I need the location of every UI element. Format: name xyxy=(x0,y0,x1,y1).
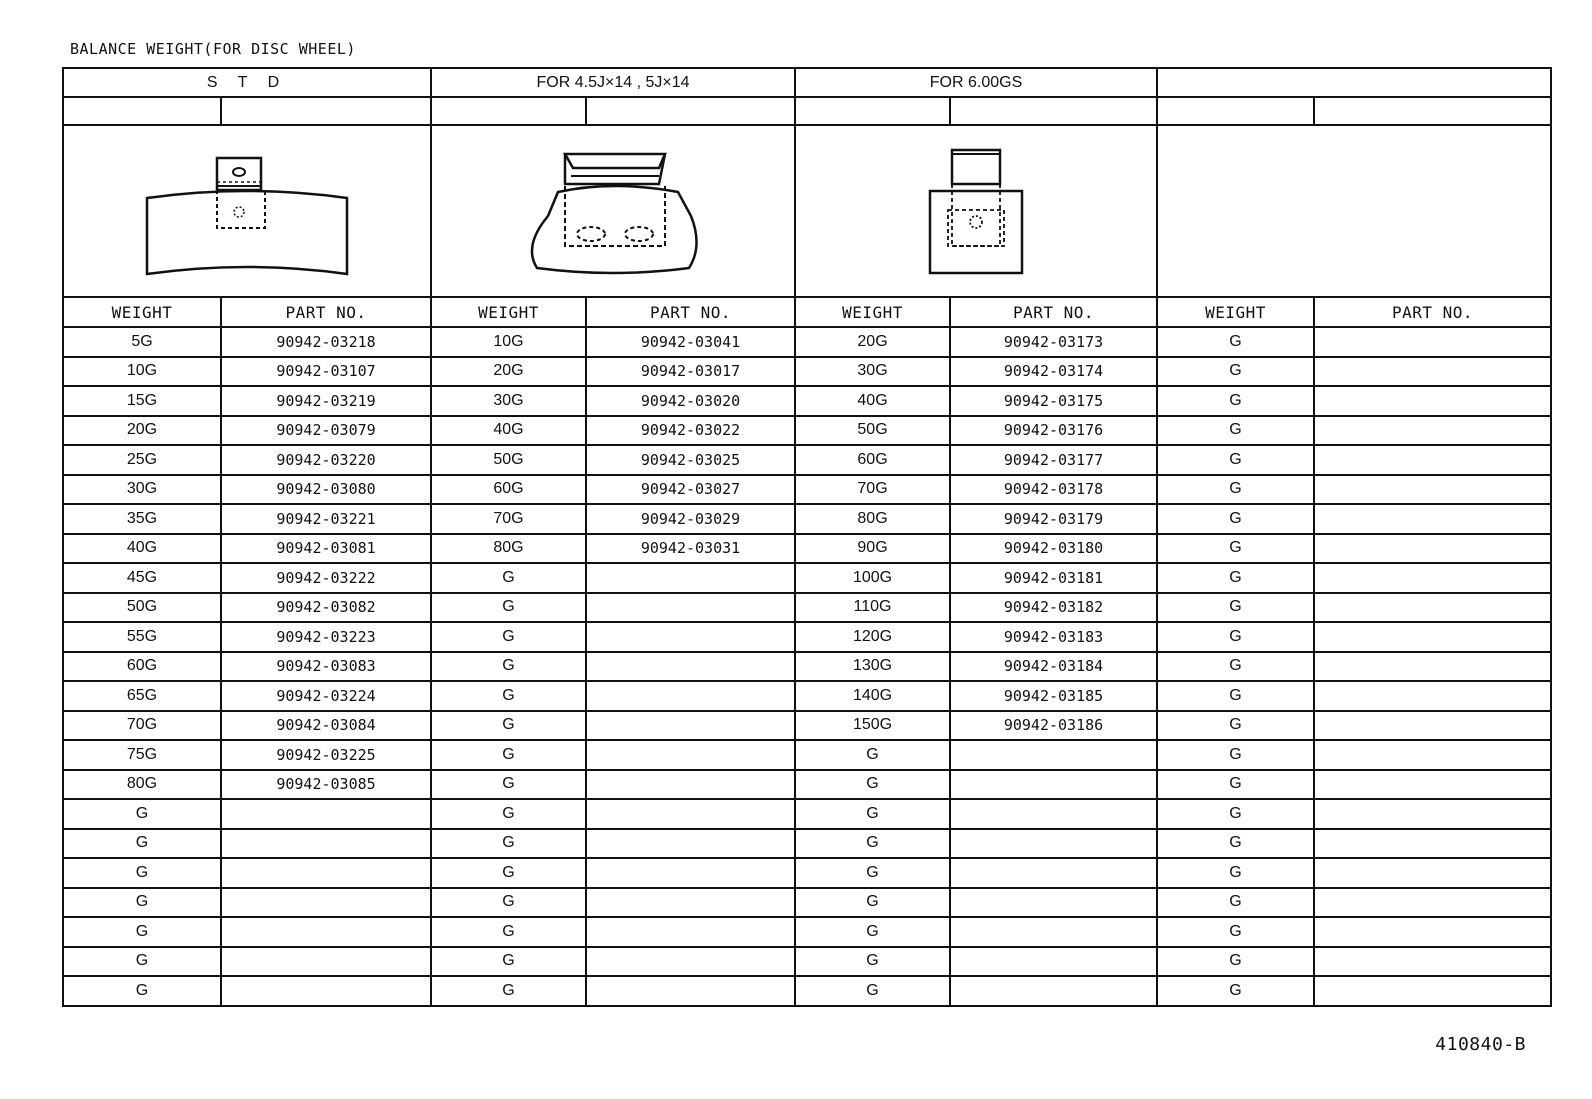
part-number-cell xyxy=(586,858,795,888)
weight-cell: G xyxy=(63,947,221,977)
weight-cell: 45G xyxy=(63,563,221,593)
part-number-cell xyxy=(1314,711,1551,741)
part-number-cell xyxy=(586,917,795,947)
weight-cell: G xyxy=(1157,711,1314,741)
weight-cell: G xyxy=(1157,475,1314,505)
weight-cell: 10G xyxy=(431,327,586,357)
part-number-cell: 90942-03022 xyxy=(586,416,795,446)
part-number-cell xyxy=(586,593,795,623)
weight-cell: G xyxy=(1157,947,1314,977)
weight-cell: G xyxy=(1157,799,1314,829)
part-number-cell xyxy=(1314,445,1551,475)
part-number-cell xyxy=(1314,622,1551,652)
part-number-cell xyxy=(586,976,795,1006)
weight-cell: 40G xyxy=(63,534,221,564)
document-title: BALANCE WEIGHT(FOR DISC WHEEL) xyxy=(70,40,356,58)
weight-cell: 80G xyxy=(795,504,950,534)
table-row xyxy=(63,888,1551,918)
part-number-cell: 90942-03178 xyxy=(950,475,1157,505)
part-number-cell xyxy=(1314,829,1551,859)
part-number-cell xyxy=(1314,681,1551,711)
part-number-cell: 90942-03222 xyxy=(221,563,431,593)
weight-cell: G xyxy=(795,917,950,947)
group-std: S T D xyxy=(63,68,431,97)
weight-cell: 90G xyxy=(795,534,950,564)
weight-cell: 50G xyxy=(63,593,221,623)
weight-cell: G xyxy=(63,829,221,859)
part-number-cell xyxy=(1314,593,1551,623)
part-number-cell xyxy=(950,740,1157,770)
subheader-cell xyxy=(950,97,1157,125)
weight-cell: 30G xyxy=(431,386,586,416)
column-header-row xyxy=(63,297,1551,327)
part-number-cell xyxy=(950,917,1157,947)
weight-cell: G xyxy=(431,976,586,1006)
part-number-cell xyxy=(221,976,431,1006)
std-weight-illustration-cell xyxy=(63,125,431,297)
subheader-row xyxy=(63,97,1551,125)
weight-cell: G xyxy=(63,917,221,947)
weight-cell: G xyxy=(795,947,950,977)
part-number-cell: 90942-03184 xyxy=(950,652,1157,682)
weight-cell: G xyxy=(1157,593,1314,623)
weight-cell: G xyxy=(431,652,586,682)
part-number-cell: 90942-03027 xyxy=(586,475,795,505)
part-number-cell xyxy=(586,622,795,652)
table-row xyxy=(63,622,1551,652)
weight-cell: G xyxy=(1157,563,1314,593)
weight-cell: 5G xyxy=(63,327,221,357)
weight-cell: 120G xyxy=(795,622,950,652)
subheader-cell xyxy=(63,97,221,125)
weight-cell: 30G xyxy=(795,357,950,387)
part-number-cell xyxy=(950,858,1157,888)
weight-cell: G xyxy=(431,917,586,947)
part-number-cell: 90942-03179 xyxy=(950,504,1157,534)
weight-cell: G xyxy=(795,888,950,918)
blank-illustration-cell xyxy=(1157,125,1551,297)
weight-cell: 60G xyxy=(431,475,586,505)
weight-cell: G xyxy=(1157,740,1314,770)
gs-clip-weight-illustration xyxy=(916,146,1036,276)
part-number-cell xyxy=(586,888,795,918)
weight-cell: 40G xyxy=(795,386,950,416)
table-row xyxy=(63,858,1551,888)
weight-cell: G xyxy=(431,829,586,859)
part-no-header: PART NO. xyxy=(586,297,795,327)
part-number-cell xyxy=(221,947,431,977)
part-number-cell xyxy=(221,917,431,947)
subheader-cell xyxy=(586,97,795,125)
part-number-cell: 90942-03080 xyxy=(221,475,431,505)
part-number-cell: 90942-03017 xyxy=(586,357,795,387)
illustration-row xyxy=(63,125,1551,297)
table-row xyxy=(63,917,1551,947)
weight-cell: 140G xyxy=(795,681,950,711)
part-number-cell xyxy=(1314,799,1551,829)
table-row xyxy=(63,475,1551,505)
weight-cell: G xyxy=(63,888,221,918)
part-number-cell xyxy=(1314,534,1551,564)
weight-cell: 60G xyxy=(63,652,221,682)
weight-cell: G xyxy=(1157,770,1314,800)
weight-cell: 80G xyxy=(431,534,586,564)
table-row xyxy=(63,711,1551,741)
weight-header: WEIGHT xyxy=(63,297,221,327)
weight-cell: 20G xyxy=(63,416,221,446)
weight-cell: G xyxy=(431,622,586,652)
group-blank xyxy=(1157,68,1551,97)
std-clip-weight-illustration xyxy=(137,146,357,276)
part-number-cell: 90942-03175 xyxy=(950,386,1157,416)
subheader-cell xyxy=(795,97,950,125)
part-number-cell xyxy=(586,740,795,770)
table-row xyxy=(63,740,1551,770)
subheader-cell xyxy=(431,97,586,125)
weight-cell: G xyxy=(795,740,950,770)
weight-cell: G xyxy=(431,799,586,829)
weight-cell: 60G xyxy=(795,445,950,475)
weight-cell: G xyxy=(1157,652,1314,682)
part-number-cell: 90942-03083 xyxy=(221,652,431,682)
weight-cell: 20G xyxy=(795,327,950,357)
part-number-cell xyxy=(1314,327,1551,357)
weight-cell: G xyxy=(431,593,586,623)
group-4-5j: FOR 4.5J×14 , 5J×14 xyxy=(431,68,795,97)
part-number-cell: 90942-03174 xyxy=(950,357,1157,387)
weight-cell: G xyxy=(1157,357,1314,387)
weight-cell: 55G xyxy=(63,622,221,652)
part-no-header: PART NO. xyxy=(950,297,1157,327)
table-row xyxy=(63,681,1551,711)
weight-cell: 150G xyxy=(795,711,950,741)
part-no-header: PART NO. xyxy=(221,297,431,327)
table-row xyxy=(63,652,1551,682)
weight-cell: G xyxy=(63,976,221,1006)
weight-cell: 80G xyxy=(63,770,221,800)
part-number-cell xyxy=(586,681,795,711)
part-number-cell: 90942-03025 xyxy=(586,445,795,475)
weight-header: WEIGHT xyxy=(431,297,586,327)
table-row xyxy=(63,386,1551,416)
part-number-cell xyxy=(586,829,795,859)
table-row xyxy=(63,947,1551,977)
part-number-cell: 90942-03020 xyxy=(586,386,795,416)
part-number-cell: 90942-03177 xyxy=(950,445,1157,475)
part-number-cell xyxy=(586,799,795,829)
part-number-cell: 90942-03041 xyxy=(586,327,795,357)
part-number-cell xyxy=(1314,475,1551,505)
part-number-cell: 90942-03224 xyxy=(221,681,431,711)
weight-cell: G xyxy=(1157,888,1314,918)
weight-cell: G xyxy=(1157,858,1314,888)
part-number-cell xyxy=(950,947,1157,977)
part-number-cell xyxy=(1314,770,1551,800)
table-row xyxy=(63,327,1551,357)
weight-cell: 75G xyxy=(63,740,221,770)
part-number-cell xyxy=(1314,652,1551,682)
weight-cell: G xyxy=(795,770,950,800)
part-number-cell: 90942-03220 xyxy=(221,445,431,475)
weight-cell: G xyxy=(431,681,586,711)
table-row xyxy=(63,976,1551,1006)
weight-cell: G xyxy=(1157,504,1314,534)
part-number-cell: 90942-03084 xyxy=(221,711,431,741)
weight-cell: 40G xyxy=(431,416,586,446)
weight-cell: 10G xyxy=(63,357,221,387)
part-number-cell: 90942-03031 xyxy=(586,534,795,564)
weight-cell: 70G xyxy=(431,504,586,534)
part-number-cell xyxy=(950,799,1157,829)
part-number-cell: 90942-03079 xyxy=(221,416,431,446)
part-number-cell xyxy=(586,711,795,741)
part-number-cell xyxy=(1314,386,1551,416)
weight-cell: 35G xyxy=(63,504,221,534)
group-6-00gs: FOR 6.00GS xyxy=(795,68,1157,97)
part-number-cell: 90942-03107 xyxy=(221,357,431,387)
weight-cell: 70G xyxy=(795,475,950,505)
weight-cell: G xyxy=(795,858,950,888)
part-number-cell xyxy=(586,770,795,800)
weight-header: WEIGHT xyxy=(795,297,950,327)
weight-cell: 15G xyxy=(63,386,221,416)
part-number-cell: 90942-03173 xyxy=(950,327,1157,357)
weight-cell: 65G xyxy=(63,681,221,711)
weight-cell: G xyxy=(1157,534,1314,564)
weight-cell: G xyxy=(431,947,586,977)
part-number-cell xyxy=(1314,357,1551,387)
part-number-cell xyxy=(1314,416,1551,446)
rim-weight-illustration-cell xyxy=(431,125,795,297)
table-row xyxy=(63,563,1551,593)
part-number-cell xyxy=(1314,947,1551,977)
part-number-cell: 90942-03081 xyxy=(221,534,431,564)
part-number-cell xyxy=(1314,858,1551,888)
weight-cell: 25G xyxy=(63,445,221,475)
subheader-cell xyxy=(221,97,431,125)
weight-cell: G xyxy=(431,563,586,593)
weight-cell: G xyxy=(795,829,950,859)
part-number-cell xyxy=(586,652,795,682)
weight-cell: G xyxy=(63,858,221,888)
weight-cell: G xyxy=(795,799,950,829)
weight-cell: 50G xyxy=(795,416,950,446)
part-number-cell xyxy=(1314,917,1551,947)
part-number-cell: 90942-03182 xyxy=(950,593,1157,623)
table-row xyxy=(63,416,1551,446)
weight-cell: G xyxy=(431,858,586,888)
part-number-cell: 90942-03183 xyxy=(950,622,1157,652)
weight-cell: 100G xyxy=(795,563,950,593)
subheader-cell xyxy=(1314,97,1551,125)
part-number-cell: 90942-03180 xyxy=(950,534,1157,564)
part-number-cell: 90942-03176 xyxy=(950,416,1157,446)
part-number-cell: 90942-03219 xyxy=(221,386,431,416)
weight-cell: G xyxy=(431,770,586,800)
part-number-cell xyxy=(221,799,431,829)
part-number-cell: 90942-03225 xyxy=(221,740,431,770)
part-number-cell: 90942-03029 xyxy=(586,504,795,534)
part-number-cell xyxy=(586,563,795,593)
weight-cell: G xyxy=(1157,327,1314,357)
weight-cell: G xyxy=(1157,976,1314,1006)
weight-cell: G xyxy=(1157,445,1314,475)
part-number-cell xyxy=(1314,740,1551,770)
weight-cell: G xyxy=(795,976,950,1006)
weight-cell: 20G xyxy=(431,357,586,387)
gs-weight-illustration-cell xyxy=(795,125,1157,297)
weight-cell: G xyxy=(431,740,586,770)
weight-header: WEIGHT xyxy=(1157,297,1314,327)
table-row xyxy=(63,504,1551,534)
weight-cell: 110G xyxy=(795,593,950,623)
weight-cell: G xyxy=(63,799,221,829)
part-number-cell: 90942-03221 xyxy=(221,504,431,534)
group-header-row xyxy=(63,68,1551,97)
part-number-cell xyxy=(950,770,1157,800)
part-number-cell: 90942-03085 xyxy=(221,770,431,800)
weight-cell: G xyxy=(1157,416,1314,446)
part-number-cell: 90942-03185 xyxy=(950,681,1157,711)
weight-cell: G xyxy=(431,711,586,741)
part-number-cell: 90942-03082 xyxy=(221,593,431,623)
part-number-cell xyxy=(950,976,1157,1006)
balance-weight-table xyxy=(62,67,1552,1007)
weight-cell: G xyxy=(1157,917,1314,947)
table-row xyxy=(63,829,1551,859)
weight-cell: G xyxy=(1157,829,1314,859)
part-number-cell xyxy=(1314,504,1551,534)
part-number-cell xyxy=(950,888,1157,918)
part-number-cell xyxy=(1314,976,1551,1006)
weight-cell: G xyxy=(1157,386,1314,416)
weight-cell: G xyxy=(1157,681,1314,711)
table-row xyxy=(63,445,1551,475)
part-number-cell xyxy=(586,947,795,977)
part-number-cell xyxy=(1314,888,1551,918)
part-number-cell xyxy=(950,829,1157,859)
weight-cell: 70G xyxy=(63,711,221,741)
part-no-header: PART NO. xyxy=(1314,297,1551,327)
weight-cell: 50G xyxy=(431,445,586,475)
part-number-cell: 90942-03218 xyxy=(221,327,431,357)
table-row xyxy=(63,799,1551,829)
weight-cell: 30G xyxy=(63,475,221,505)
subheader-cell xyxy=(1157,97,1314,125)
part-number-cell xyxy=(221,888,431,918)
weight-cell: 130G xyxy=(795,652,950,682)
weight-cell: G xyxy=(1157,622,1314,652)
weight-cell: G xyxy=(431,888,586,918)
part-number-cell xyxy=(221,858,431,888)
table-row xyxy=(63,770,1551,800)
rim-clip-weight-illustration xyxy=(513,146,713,276)
part-number-cell: 90942-03223 xyxy=(221,622,431,652)
table-row xyxy=(63,357,1551,387)
table-row xyxy=(63,534,1551,564)
part-number-cell: 90942-03181 xyxy=(950,563,1157,593)
part-number-cell xyxy=(1314,563,1551,593)
document-code: 410840-B xyxy=(1435,1034,1526,1055)
part-number-cell: 90942-03186 xyxy=(950,711,1157,741)
table-row xyxy=(63,593,1551,623)
part-number-cell xyxy=(221,829,431,859)
